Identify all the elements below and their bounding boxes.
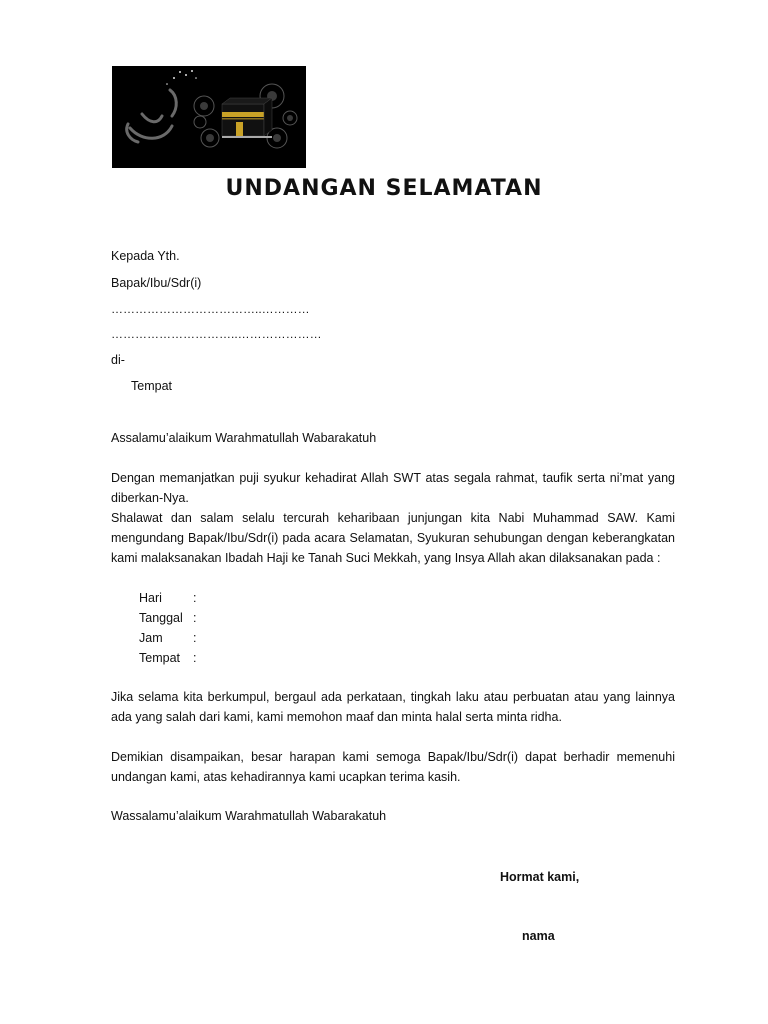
detail-row-jam [139, 628, 203, 648]
recipient-dots-line-2: …………………………..………………… [111, 327, 322, 341]
detail-label: Jam [139, 631, 163, 645]
farewell: Wassalamu’alaikum Warahmatullah Wabarakatuh [111, 809, 387, 823]
recipient-name: Bapak/Ibu/Sdr(i) [111, 276, 202, 290]
kaaba-banner-image [112, 66, 306, 168]
recipient-di: di- [111, 353, 125, 367]
recipient-to: Kepada Yth. [111, 249, 180, 263]
event-details [139, 588, 203, 668]
detail-row-tempat [139, 648, 203, 668]
recipient-place: Tempat [131, 379, 172, 393]
signature-regards: Hormat kami, [500, 870, 580, 884]
detail-colon: : [193, 631, 197, 645]
signature-name: nama [522, 929, 555, 943]
detail-colon: : [193, 611, 197, 625]
detail-label: Hari [139, 591, 162, 605]
detail-colon: : [193, 591, 197, 605]
detail-label: Tanggal [139, 611, 183, 625]
apology-paragraph: Jika selama kita berkumpul, bergaul ada perkataan, tingkah laku atau perbuatan atau yang lainnya ada yang salah dari kami, kami memohon maaf dan minta halal serta minta ridha. [111, 690, 675, 724]
body-paragraphs [111, 468, 675, 568]
greeting: Assalamu’alaikum Warahmatullah Wabarakatuh [111, 431, 377, 445]
letter-title: UNDANGAN SELAMATAN [225, 176, 543, 201]
detail-label: Tempat [139, 651, 180, 665]
recipient-dots-line-1: ………………………………..………… [111, 302, 310, 316]
body-paragraph-1: Dengan memanjatkan puji syukur kehadirat Allah SWT atas segala rahmat, taufik serta ni’mat yang diberkan-Nya. [111, 471, 675, 505]
body-paragraph-2: Shalawat dan salam selalu tercurah keharibaan junjungan kita Nabi Muhammad SAW. Kami mengundang Bapak/Ibu/Sdr(i) pada acara Selamatan, Syukuran sehubungan dengan keberangkatan kami malaksanakan Ibadah Haji ke Tanah Suci Mekkah, yang Insya Allah akan dilaksanakan pada : [111, 511, 675, 565]
detail-colon: : [193, 651, 197, 665]
kaaba-calligraphy-icon [112, 66, 306, 168]
closing-paragraph: Demikian disampaikan, besar harapan kami semoga Bapak/Ibu/Sdr(i) dapat berhadir memenuhi undangan kami, atas kehadirannya kami ucapkan terima kasih. [111, 750, 675, 784]
detail-row-tanggal [139, 608, 203, 628]
detail-row-hari [139, 588, 203, 608]
